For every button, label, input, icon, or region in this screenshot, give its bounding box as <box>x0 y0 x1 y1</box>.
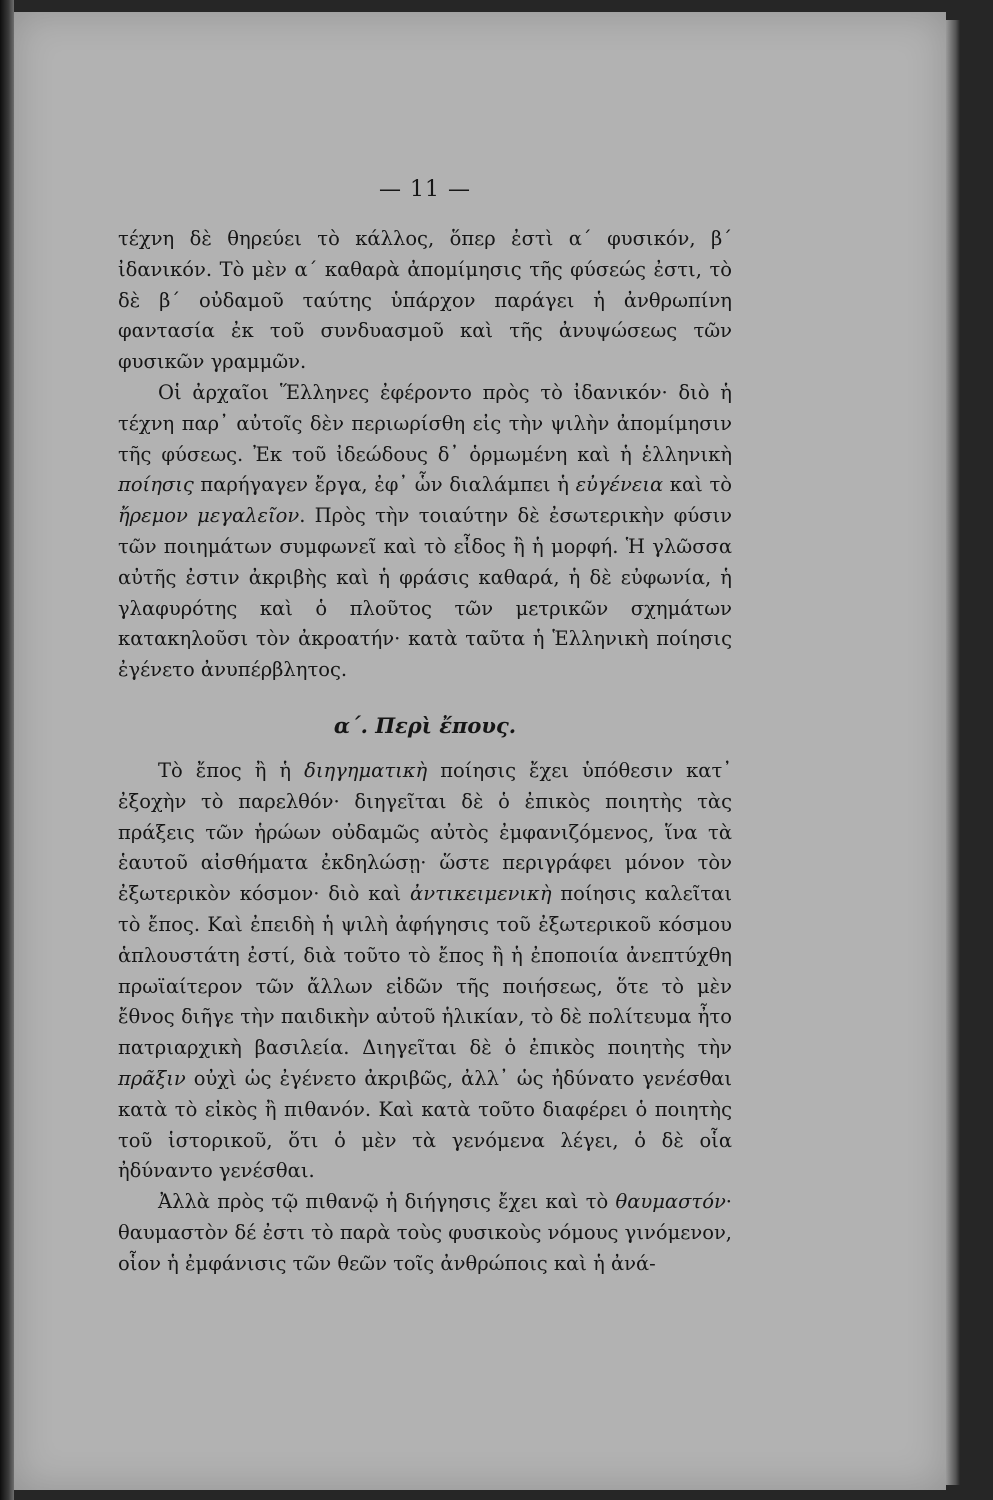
right-page-edge <box>946 20 960 1485</box>
paragraph-2-text-c: καὶ τὸ <box>663 473 732 497</box>
page-number: — 11 — <box>379 177 471 202</box>
paragraph-3-text-b: ποίησις ἔχει ὑπόθεσιν κατ᾽ ἐξοχὴν τὸ παρελθόν· διηγεῖται δὲ ὁ ἐπικὸς ποιητὴς τὰς πράξεις τῶν ἡρώων οὐδαμῶς αὐτὸς ἐμφανιζόμενος, ἵνα τὰ ἑαυτοῦ αἰσθήματα ἐκδηλώσῃ· ὥστε περιγράφει μόνον τὸν ἐξωτερικὸν κόσμον· διὸ καὶ <box>118 758 732 906</box>
section-heading: α΄. Περὶ ἔπους. <box>333 712 517 738</box>
paragraph-1: τέχνη δὲ θηρεύει τὸ κάλλος, ὅπερ ἐστὶ α΄ φυσικόν, β΄ ἰδανικόν. Τὸ μὲν α΄ καθαρὰ ἀπομίμησις τῆς φύσεώς ἐστι, τὸ δὲ β΄ οὐδαμοῦ ταύτης ὑπάρχον παράγει ἡ ἀνθρωπίνη φαντασία ἐκ τοῦ συνδυασμοῦ καὶ τῆς ἀνυψώσεως τῶν φυσικῶν γραμμῶν. <box>118 227 732 374</box>
paragraph-3-text-d: οὐχὶ ὡς ἐγένετο ἀκριβῶς, ἀλλ᾽ ὡς ἠδύνατο γενέσθαι κατὰ τὸ εἰκὸς ἢ πιθανόν. Καὶ κατὰ τοῦτο διαφέρει ὁ ποιητὴς τοῦ ἱστορικοῦ, ὅτι ὁ μὲν τὰ γενόμενα λέγει, ὁ δὲ οἷα ἠδύναντο γενέσθαι. <box>118 1066 732 1183</box>
emphasis-eugeneia: εὐγένεια <box>575 473 664 497</box>
paragraph-4-text-b: · θαυμαστὸν δέ ἐστι τὸ παρὰ τοὺς φυσικοὺς νόμους γινόμενον, οἷον ἡ ἐμφάνισις τῶν θεῶν τοῖς ἀνθρώποις καὶ ἡ ἀνά- <box>118 1190 732 1275</box>
emphasis-antikeimenike: ἀντικειμενικὴ <box>410 882 552 906</box>
paragraph-2 <box>118 378 732 686</box>
page-text <box>118 170 732 1280</box>
emphasis-praxin: πρᾶξιν <box>118 1066 186 1090</box>
paragraph-2-text-b: παρήγαγεν ἔργα, ἐφ᾽ ὧν διαλάμπει ἡ <box>193 473 576 497</box>
emphasis-poiesis: ποίησις <box>118 473 194 497</box>
paragraph-2-text-a: Οἱ ἀρχαῖοι Ἕλληνες ἐφέροντο πρὸς τὸ ἰδανικόν· διὸ ἡ τέχνη παρ᾽ αὐτοῖς δὲν περιωρίσθη εἰς τὴν ψιλὴν ἀπομίμησιν τῆς φύσεως. Ἐκ τοῦ ἰδεώδους δ᾽ ὁρμωμένη καὶ ἡ ἑλληνικὴ <box>118 380 732 466</box>
emphasis-thaumaston: θαυμαστόν <box>615 1190 726 1214</box>
paragraph-3-text-c: ποίησις καλεῖται τὸ ἔπος. Καὶ ἐπειδὴ ἡ ψιλὴ ἀφήγησις τοῦ ἐξωτερικοῦ κόσμου ἁπλουστάτη ἐστί, διὰ τοῦτο τὸ ἔπος ἢ ἡ ἐποποιία ἀνεπτύχθη πρωϊαίτερον τῶν ἄλλων εἰδῶν τῆς ποιήσεως, ὅτε τὸ μὲν ἔθνος διῆγε τὴν παιδικὴν αὐτοῦ ἡλικίαν, τὸ δὲ πολίτευμα ἦτο πατριαρχικὴ βασιλεία. Διηγεῖται δὲ ὁ ἐπικὸς ποιητὴς τὴν <box>118 882 732 1060</box>
left-page-edge <box>0 0 14 1500</box>
paragraph-3-text-a: Τὸ ἔπος ἢ ἡ <box>158 758 305 782</box>
paragraph-2-text-d: . Πρὸς τὴν τοιαύτην δὲ ἐσωτερικὴν φύσιν τῶν ποιημάτων συμφωνεῖ καὶ τὸ εἶδος ἢ ἡ μορφή. Ἡ γλῶσσα αὐτῆς ἐστιν ἀκριβὴς καὶ ἡ φράσις καθαρά, ἡ δὲ εὐφωνία, ἡ γλαφυρότης καὶ ὁ πλοῦτος τῶν μετρικῶν σχημάτων κατακηλοῦσι τὸν ἀκροατήν· κατὰ ταῦτα ἡ Ἑλληνικὴ ποίησις ἐγένετο ἀνυπέρβλητος. <box>118 504 732 682</box>
emphasis-eremon-megaleion: ἤρεμον μεγαλεῖον <box>118 504 300 528</box>
emphasis-diegematike: διηγηματικὴ <box>304 758 428 782</box>
paragraph-4-text-a: Ἀλλὰ πρὸς τῷ πιθανῷ ἡ διήγησις ἔχει καὶ τὸ <box>158 1190 616 1214</box>
paragraph-3 <box>118 756 732 1187</box>
paragraph-4 <box>118 1187 732 1279</box>
